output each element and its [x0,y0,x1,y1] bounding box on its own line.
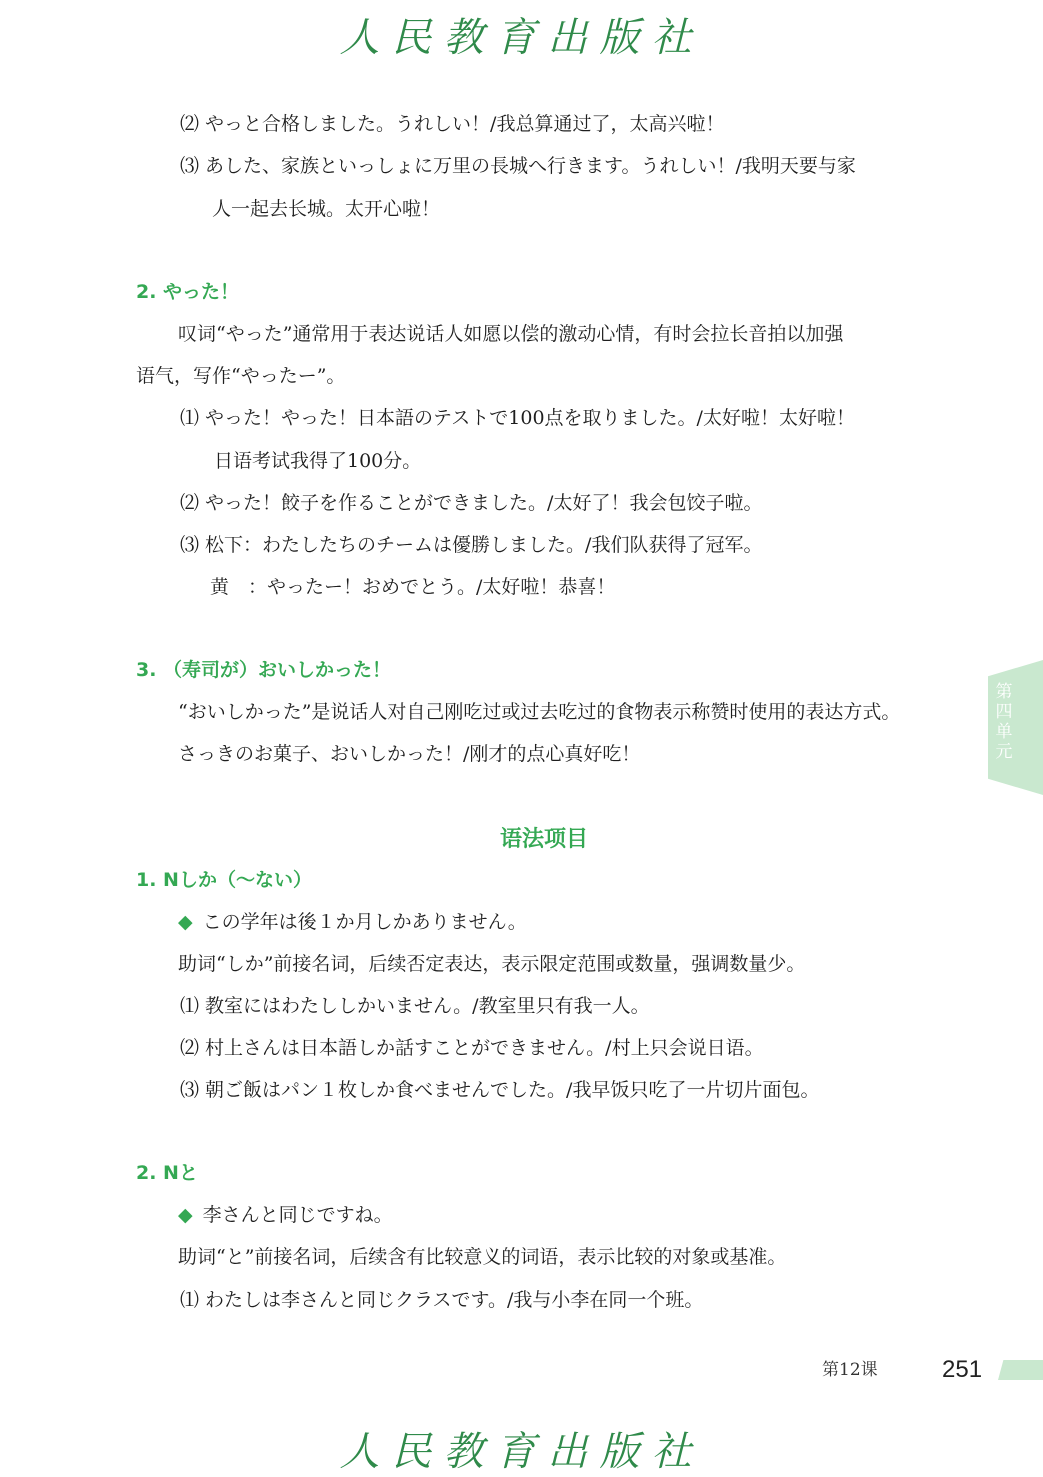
example-line: ⑵ やった！餃子を作ることができました。/太好了！我会包饺子啦。 [180,492,763,514]
subsection-heading: 3. （寿司が）おいしかった！ [136,659,392,681]
key-sentence-text: この学年は後１か月しかありません。 [202,911,527,933]
paragraph-line: 叹词“やった”通常用于表达说话人如愿以偿的激动心情，有时会拉长音拍以加强 [178,323,844,345]
example-line-continued: 人一起去长城。太开心啦！ [212,198,441,220]
paragraph-line: 助词“しか”前接名词，后续否定表达，表示限定范围或数量，强调数量少。 [178,953,806,975]
diamond-icon: ◆ [178,911,193,933]
grammar-heading: 1. Nしか（～ない） [136,869,312,891]
key-sentence [178,1203,393,1227]
example-line-continued: 黄 ：やったー！おめでとう。/太好啦！恭喜！ [210,576,616,598]
example-line: ⑶ 松下：わたしたちのチームは優勝しました。/我们队获得了冠军。 [180,534,763,556]
grammar-heading: 2. Nと [136,1162,198,1184]
example-line: ⑴ 教室にはわたししかいません。/教室里只有我一人。 [180,995,650,1017]
section-title: 语法项目 [499,827,588,852]
publisher-watermark-top: 人民教育出版社 [339,15,704,61]
example-line: ⑵ 村上さんは日本語しか話すことができません。/村上只会说日语。 [180,1037,764,1059]
unit-side-tab-label: 第四单元 [995,682,1013,762]
example-line: さっきのお菓子、おいしかった！/刚才的点心真好吃！ [178,743,641,765]
example-line: ⑶ 朝ご飯はパン１枚しか食べませんでした。/我早饭只吃了一片切片面包。 [180,1079,820,1101]
paragraph-line: 语气，写作“やったー”。 [136,365,346,387]
example-line: ⑴ やった！やった！日本語のテストで100点を取りました。/太好啦！太好啦！ [180,407,855,429]
page-number: 251 [942,1356,983,1383]
key-sentence-text: 李さんと同じですね。 [202,1204,393,1226]
example-line: ⑵ やっと合格しました。うれしい！/我总算通过了，太高兴啦！ [180,113,725,135]
paragraph-line: 助词“と”前接名词，后续含有比较意义的词语，表示比较的对象或基准。 [178,1246,787,1268]
example-line: ⑶ あした、家族といっしょに万里の長城へ行きます。うれしい！/我明天要与家 [180,155,856,177]
subsection-heading: 2. やった！ [136,281,240,303]
example-line: ⑴ わたしは李さんと同じクラスです。/我与小李在同一个班。 [180,1289,704,1311]
footer-lesson-label: 第12课 [822,1360,878,1380]
diamond-icon: ◆ [178,1204,193,1226]
publisher-watermark-bottom: 人民教育出版社 [339,1429,704,1475]
paragraph-line: “おいしかった”是说话人对自己刚吃过或过去吃过的食物表示称赞时使用的表达方式。 [178,701,901,723]
footer-decor-bar [998,1360,1043,1380]
key-sentence [178,910,527,934]
example-line-continued: 日语考试我得了100分。 [214,450,422,472]
